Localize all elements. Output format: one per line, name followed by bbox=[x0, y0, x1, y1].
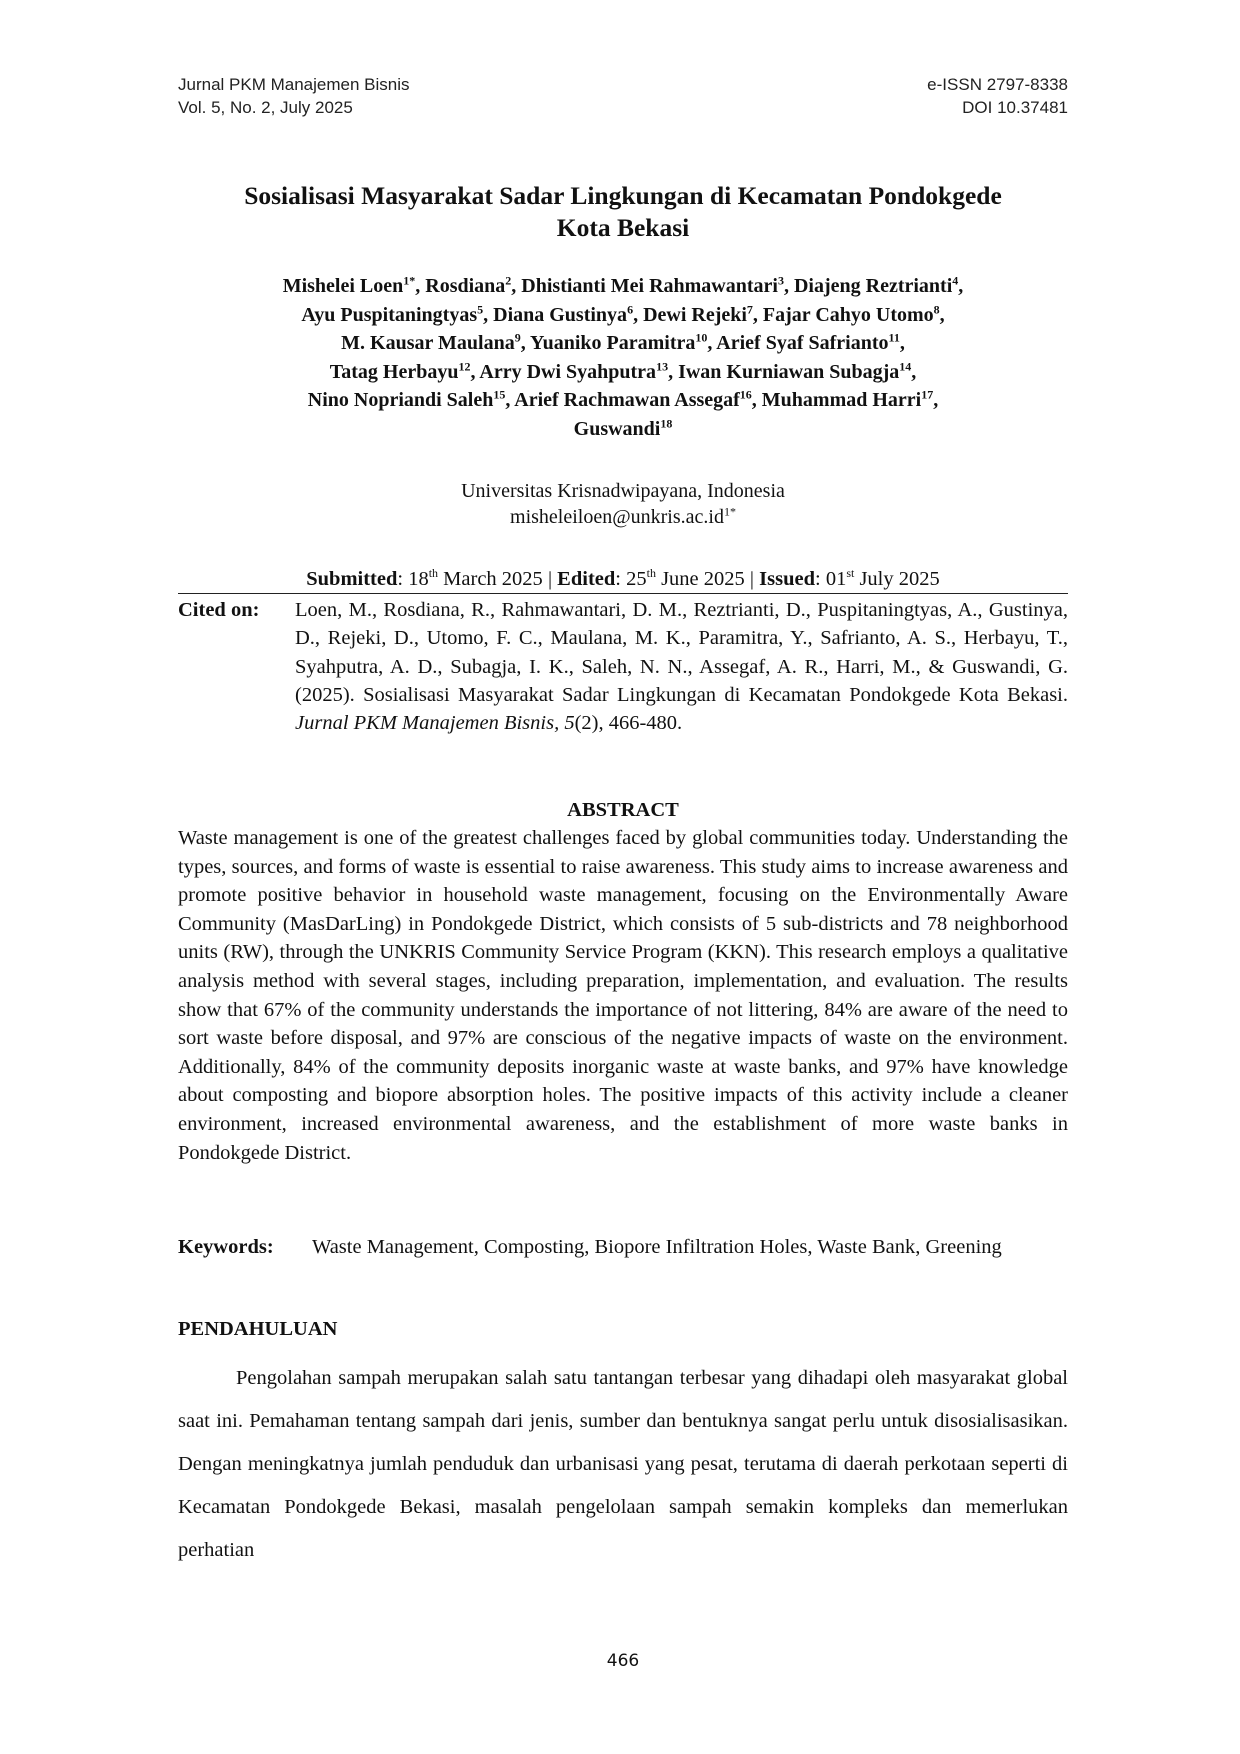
citation-text: Loen, M., Rosdiana, R., Rahmawantari, D. M., Reztrianti, D., Puspitaningtyas, A., Gustinya, D., Rejeki, D., Utomo, F. C., Maulana, M. K., Paramitra, Y., Safrianto, A. S., Herbayu, T., Syahputra, A. D., Subagja, I. K., Saleh, N. N., Assegaf, A. R., Harri, M., & Guswandi, G. (2025). Sosialisasi Masyarakat Sadar Lingkungan di Kecamatan Pondokgede Kota Bekasi. bbox=[295, 599, 1068, 706]
author-affil-marker: 8 bbox=[933, 301, 940, 316]
title-line-2: Kota Bekasi bbox=[556, 213, 690, 242]
corresponding-email[interactable]: misheleiloen@unkris.ac.id bbox=[510, 506, 724, 528]
author-name: Tatag Herbayu bbox=[329, 360, 459, 383]
author-line: M. Kausar Maulana$^9$, Yuaniko Paramitra$^{10}$, Arief Syaf Safrianto$^{11}$, bbox=[341, 330, 905, 354]
edited-label: Edited bbox=[557, 568, 616, 590]
author-affil-marker: 10 bbox=[695, 330, 708, 345]
citation-issue-pages: (2), 466-480. bbox=[574, 712, 683, 735]
author-line bbox=[178, 415, 1068, 444]
author-affil-marker: 18 bbox=[660, 415, 673, 430]
abstract-heading: ABSTRACT bbox=[567, 799, 679, 821]
author-name: Iwan Kurniawan Subagja bbox=[678, 360, 900, 383]
citation-label: Cited on bbox=[178, 599, 253, 621]
citation-journal: Jurnal PKM Manajemen Bisnis, 5 bbox=[295, 712, 575, 735]
author-line: Tatag Herbayu$^{12}$, Arry Dwi Syahputra$^{13}$, Iwan Kurniawan Subagja$^{14}$, bbox=[329, 358, 917, 383]
keywords-text: Waste Management, Composting, Biopore Infiltration Holes, Waste Bank, Greening bbox=[312, 1236, 1002, 1258]
edited-ordinal: th bbox=[646, 566, 656, 581]
horizontal-divider bbox=[178, 593, 1068, 594]
author-name: Mishelei Loen bbox=[282, 275, 404, 297]
issued-day: 01 bbox=[825, 568, 847, 590]
page-number: 466 bbox=[606, 1651, 640, 1671]
institution: Universitas Krisnadwipayana, Indonesia bbox=[461, 480, 785, 502]
author-affil-marker: 7 bbox=[746, 301, 753, 316]
issued-ordinal: st bbox=[846, 566, 855, 581]
author-line: Nino Nopriandi Saleh$^{15}$, Arief Rachmawan Assegaf$^{16}$, Muhammad Harri$^{17}$, bbox=[307, 387, 939, 411]
author-name: Arry Dwi Syahputra bbox=[479, 360, 657, 383]
author-affil-marker: 9 bbox=[514, 330, 521, 345]
author-name: Arief Rachmawan Assegaf bbox=[514, 389, 740, 411]
volume-info: Vol. 5, No. 2, July 2025 bbox=[178, 98, 353, 117]
author-name: Ayu Puspitaningtyas bbox=[301, 303, 478, 326]
author-affil-marker: 11 bbox=[888, 330, 900, 345]
author-name: Nino Nopriandi Saleh bbox=[307, 389, 494, 411]
identifiers bbox=[927, 73, 1068, 119]
submitted-label: Submitted bbox=[306, 568, 398, 590]
edited-day: 25 bbox=[626, 568, 647, 590]
author-affil-marker: 17 bbox=[921, 387, 934, 402]
abstract-text: Waste management is one of the greatest challenges faced by global communities today. Understanding the types, sources, and forms of waste is essential to raise awareness. This study aims to increase awareness and promote positive behavior in household waste management, focusing on the Environmentally Aware Community (MasDarLing) in Pondokgede District, which consists of 5 sub-districts and 78 neighborhood units (RW), through the UNKRIS Community Service Program (KKN). This research employs a qualitative analysis method with several stages, including preparation, implementation, and evaluation. The results show that 67% of the community understands the importance of not littering, 84% are aware of the need to sort waste before disposal, and 97% are conscious of the negative impacts of waste on the environment. Additionally, 84% of the community deposits inorganic waste at waste banks, and 97% have knowledge about composting and biopore absorption holes. The positive impacts of this activity include a cleaner environment, increased environmental awareness, and the establishment of more waste banks in Pondokgede District. bbox=[178, 827, 1068, 1164]
author-name: Fajar Cahyo Utomo bbox=[762, 303, 934, 326]
publication-dates: Submitted: 18th March 2025 | Edited: 25th June 2025 | Issued: 01st July 2025 bbox=[306, 566, 940, 590]
section-heading: PENDAHULUAN bbox=[178, 1318, 338, 1340]
author-affil-marker: 16 bbox=[739, 387, 752, 402]
doi: DOI 10.37481 bbox=[962, 98, 1068, 117]
author-name: Dhistianti Mei Rahmawantari bbox=[521, 275, 778, 297]
author-line: Mishelei Loen$^{1*}$, Rosdiana$^2$, Dhistianti Mei Rahmawantari$^3$, Diajeng Reztrianti$^4$, bbox=[282, 273, 964, 297]
author-name: Diajeng Reztrianti bbox=[793, 275, 953, 297]
title-line-1: Sosialisasi Masyarakat Sadar Lingkungan di Kecamatan Pondokgede bbox=[244, 181, 1002, 210]
author-affil-marker: 1* bbox=[403, 273, 416, 288]
author-affil-marker: 13 bbox=[656, 358, 669, 373]
author-name: Arief Syaf Safrianto bbox=[716, 332, 889, 354]
author-name: Dewi Rejeki bbox=[643, 303, 747, 326]
author-affil-marker: 14 bbox=[899, 358, 912, 373]
author-affil-marker: 4 bbox=[952, 273, 959, 288]
journal-name: Jurnal PKM Manajemen Bisnis bbox=[178, 75, 410, 94]
submitted-ordinal: th bbox=[428, 566, 439, 581]
body-paragraph: Pengolahan sampah merupakan salah satu tantangan terbesar yang dihadapi oleh masyarakat global saat ini. Pemahaman tentang sampah dari jenis, sumber dan bentuknya sangat perlu untuk disosialisasikan. Dengan meningkatnya jumlah penduduk dan urbanisasi yang pesat, terutama di daerah perkotaan seperti di Kecamatan Pondokgede Bekasi, masalah pengelolaan sampah semakin kompleks dan memerlukan perhatian bbox=[178, 1367, 1068, 1561]
author-list bbox=[178, 272, 1068, 443]
author-name: Muhammad Harri bbox=[761, 389, 922, 411]
author-name: Yuaniko Paramitra bbox=[529, 332, 696, 354]
issn: e-ISSN 2797-8338 bbox=[927, 75, 1068, 94]
email-marker: 1* bbox=[723, 504, 736, 519]
keywords-label: Keywords: bbox=[178, 1236, 274, 1258]
paper-title bbox=[178, 180, 1068, 244]
submitted-day: 18 bbox=[408, 568, 429, 590]
author-affil-marker: 5 bbox=[477, 301, 484, 316]
author-name: Diana Gustinya bbox=[493, 303, 628, 326]
journal-info bbox=[178, 73, 409, 119]
author-name: Rosdiana bbox=[425, 275, 506, 297]
edited-date: June 2025 bbox=[661, 568, 745, 590]
author-affil-marker: 12 bbox=[458, 358, 471, 373]
issued-label: Issued bbox=[759, 568, 815, 590]
author-affil-marker: 2 bbox=[505, 273, 512, 288]
author-affil-marker: 6 bbox=[627, 301, 634, 316]
author-name: M. Kausar Maulana bbox=[341, 332, 515, 354]
author-name: Guswandi bbox=[573, 417, 661, 440]
author-affil-marker: 3 bbox=[777, 273, 784, 288]
citation-label-wrap: Cited on: bbox=[178, 599, 260, 621]
corresponding-email-line bbox=[178, 504, 1068, 530]
citation-text-wrap bbox=[295, 596, 1068, 737]
author-line: Ayu Puspitaningtyas$^5$, Diana Gustinya$^6$, Dewi Rejeki$^7$, Fajar Cahyo Utomo$^8$, bbox=[301, 301, 945, 326]
affiliation-block bbox=[178, 478, 1068, 530]
submitted-date: March 2025 bbox=[443, 568, 543, 590]
author-affil-marker: 15 bbox=[493, 387, 506, 402]
issued-date: July 2025 bbox=[859, 568, 940, 590]
